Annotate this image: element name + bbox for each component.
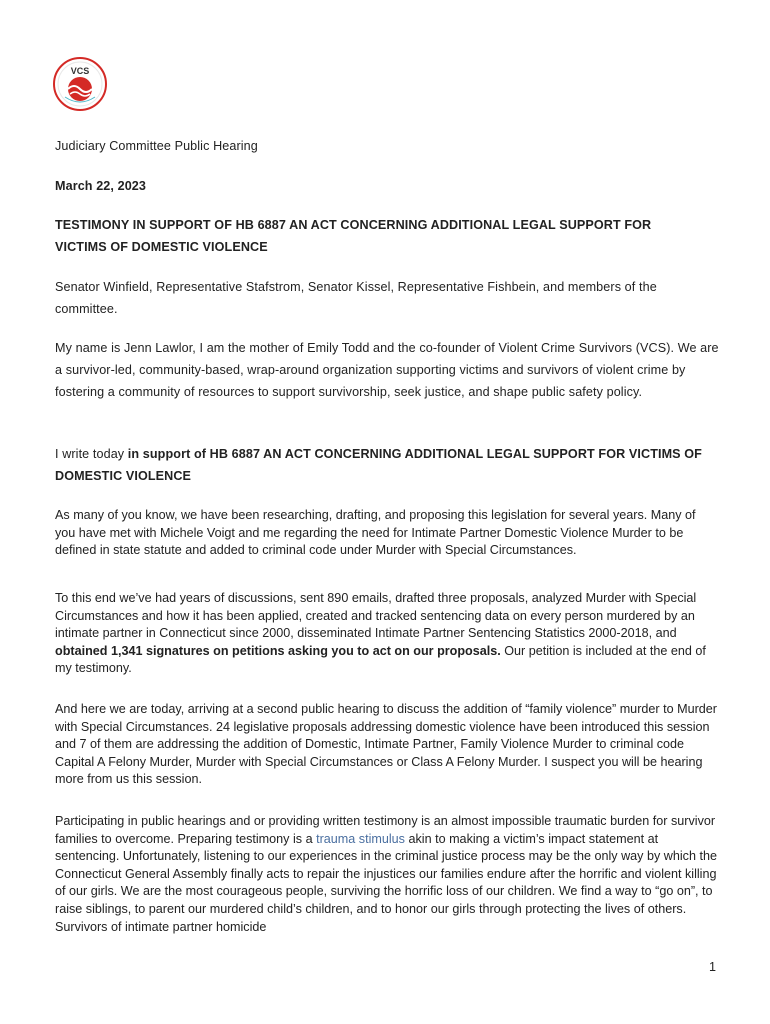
trauma-stimulus-link[interactable]: trauma stimulus xyxy=(316,831,405,846)
hearing-date: March 22, 2023 xyxy=(55,179,147,193)
hearing-title: Judiciary Committee Public Hearing xyxy=(55,139,258,153)
vcs-logo xyxy=(53,57,107,111)
trauma-text-b: akin to making a victim’s impact statement at sentencing. Unfortunately, listening to our experiences in the criminal justice process may be the only way by which the Connecticut General Assembly finally acts to repair the injustices our families endure after the horrific and violent killing of our girls. We are the most courageous people, surviving the horrific loss of our children. We find a way to “go on”, to raise siblings, to parent our murdered child’s children, and to honor our girls through protecting the lives of others. Survivors of intimate partner homicide xyxy=(55,831,717,934)
paragraph-efforts xyxy=(55,590,720,678)
support-statement xyxy=(55,443,715,487)
paragraph-research: As many of you know, we have been researching, drafting, and proposing this legislation for several years. Many of you have met with Michele Voigt and me regarding the need for Intimate Partner Domestic Violence Murder to be defined in state statute and added to criminal code under Murder with Special Circumstances. xyxy=(55,508,696,558)
intro-paragraph: My name is Jenn Lawlor, I am the mother of Emily Todd and the co-founder of Violent Crime Survivors (VCS). We are a survivor-led, community-based, wrap-around organization supporting victims and survivors of violent crime by fostering a community of resources to support survivorship, seek justice, and shape public safety policy. xyxy=(55,341,719,399)
paragraph-trauma xyxy=(55,813,720,936)
logo-text: VCS xyxy=(70,66,90,76)
trauma-text-a: Participating in public hearings and or providing written testimony is an almost impossible traumatic burden for survivor families to overcome. Preparing testimony is a xyxy=(55,814,716,846)
efforts-text: To this end we’ve had years of discussions, sent 890 emails, drafted three proposals, analyzed Murder with Special Circumstances and how it has been applied, created and tracked sentencing data on every person murdered by an intimate partner in Connecticut since 2000, disseminated Intimate Partner Sentencing Statistics 2000-2018, and xyxy=(55,591,697,641)
petition-signatures: obtained 1,341 signatures on petitions asking you to act on our proposals. xyxy=(55,643,501,658)
support-lead: I write today xyxy=(55,447,128,461)
page-number: 1 xyxy=(709,960,717,974)
petition-note: Our petition is included at the end of my testimony. xyxy=(55,643,706,676)
testimony-heading: TESTIMONY IN SUPPORT OF HB 6887 AN ACT CONCERNING ADDITIONAL LEGAL SUPPORT FOR VICTIMS OF DOMESTIC VIOLENCE xyxy=(55,218,652,254)
salutation: Senator Winfield, Representative Stafstrom, Senator Kissel, Representative Fishbein, and members of the committee. xyxy=(55,280,657,316)
support-bill: in support of HB 6887 AN ACT CONCERNING ADDITIONAL LEGAL SUPPORT FOR VICTIMS OF DOMESTIC VIOLENCE xyxy=(55,447,702,483)
paragraph-hearing: And here we are today, arriving at a second public hearing to discuss the addition of “family violence” murder to Murder with Special Circumstances. 24 legislative proposals addressing domestic violence have been introduced this session and 7 of them are addressing the addition of Domestic, Intimate Partner, Family Violence Murder to criminal code Capital A Felony Murder, Murder with Special Circumstances or Class A Felony Murder. I suspect you will be hearing more from us this session. xyxy=(55,702,717,787)
